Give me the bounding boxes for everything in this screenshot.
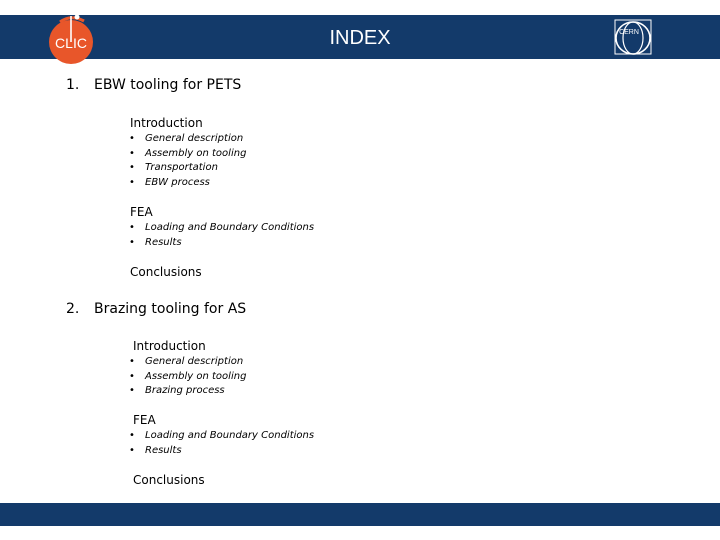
subheading: Introduction — [133, 339, 206, 353]
bullet-list — [129, 429, 314, 458]
section-title: EBW tooling for PETS — [94, 77, 242, 93]
list-item: • General description — [129, 355, 246, 370]
section-number: 2. — [66, 301, 80, 317]
bullet-list — [129, 132, 246, 190]
bullet-list — [129, 355, 246, 399]
bullet-list — [129, 221, 314, 250]
subheading: Introduction — [130, 116, 203, 130]
footer-bar — [0, 503, 720, 526]
subheading: Conclusions — [130, 265, 202, 279]
page-title: INDEX — [329, 27, 391, 49]
list-item: • Assembly on tooling — [129, 370, 246, 385]
svg-text:CLIC: CLIC — [55, 35, 87, 51]
section-number: 1. — [66, 77, 80, 93]
list-item: • Assembly on tooling — [129, 147, 246, 162]
subheading: FEA — [130, 205, 153, 219]
list-item: • Results — [129, 444, 314, 459]
svg-text:CERN: CERN — [619, 29, 639, 36]
list-item: • Transportation — [129, 161, 246, 176]
subheading: FEA — [133, 413, 156, 427]
section-title: Brazing tooling for AS — [94, 301, 247, 317]
list-item: • EBW process — [129, 176, 246, 191]
list-item: • Loading and Boundary Conditions — [129, 429, 314, 444]
list-item: • Results — [129, 236, 314, 251]
list-item: • Loading and Boundary Conditions — [129, 221, 314, 236]
list-item: • General description — [129, 132, 246, 147]
subheading: Conclusions — [133, 473, 205, 487]
list-item: • Brazing process — [129, 384, 246, 399]
